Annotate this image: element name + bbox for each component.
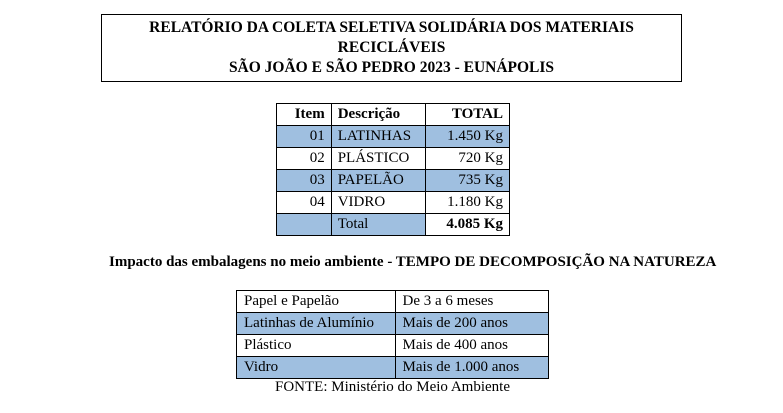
table-row [277, 148, 510, 170]
table-row [237, 313, 549, 335]
table-row [237, 291, 549, 313]
item-total: 735 Kg [425, 170, 510, 192]
material-name: Papel e Papelão [237, 291, 396, 313]
report-title-box [101, 14, 682, 82]
decomposition-time: De 3 a 6 meses [395, 291, 548, 313]
table-row [277, 192, 510, 214]
item-number: 03 [277, 170, 332, 192]
material-name: Vidro [237, 357, 396, 379]
item-number: 01 [277, 126, 332, 148]
item-description: PAPELÃO [331, 170, 425, 192]
report-title-line-1: RELATÓRIO DA COLETA SELETIVA SOLIDÁRIA DOS MATERIAIS [149, 19, 634, 36]
decomposition-time: Mais de 400 anos [395, 335, 548, 357]
header-item: Item [277, 104, 332, 126]
table-row [277, 126, 510, 148]
item-number: 02 [277, 148, 332, 170]
table-row [237, 357, 549, 379]
item-total: 1.180 Kg [425, 192, 510, 214]
item-description: VIDRO [331, 192, 425, 214]
total-label: Total [331, 214, 425, 236]
header-total: TOTAL [425, 104, 510, 126]
decomposition-time: Mais de 200 anos [395, 313, 548, 335]
report-title-line-3: SÃO JOÃO E SÃO PEDRO 2023 - EUNÁPOLIS [228, 59, 555, 76]
decomposition-table [236, 290, 549, 379]
item-total: 1.450 Kg [425, 126, 510, 148]
table-row [277, 170, 510, 192]
total-empty-cell [277, 214, 332, 236]
item-description: LATINHAS [331, 126, 425, 148]
item-total: 720 Kg [425, 148, 510, 170]
header-description: Descrição [331, 104, 425, 126]
item-number: 04 [277, 192, 332, 214]
report-title-line-2: RECICLÁVEIS [337, 39, 446, 56]
total-value: 4.085 Kg [425, 214, 510, 236]
item-description: PLÁSTICO [331, 148, 425, 170]
materials-table [276, 103, 510, 236]
decomposition-time: Mais de 1.000 anos [395, 357, 548, 379]
total-row [277, 214, 510, 236]
materials-header-row [277, 104, 510, 126]
table-row [237, 335, 549, 357]
material-name: Latinhas de Alumínio [237, 313, 396, 335]
source-note: FONTE: Ministério do Meio Ambiente [275, 379, 510, 395]
impact-heading: Impacto das embalagens no meio ambiente - TEMPO DE DECOMPOSIÇÃO NA NATUREZA [109, 254, 717, 270]
material-name: Plástico [237, 335, 396, 357]
